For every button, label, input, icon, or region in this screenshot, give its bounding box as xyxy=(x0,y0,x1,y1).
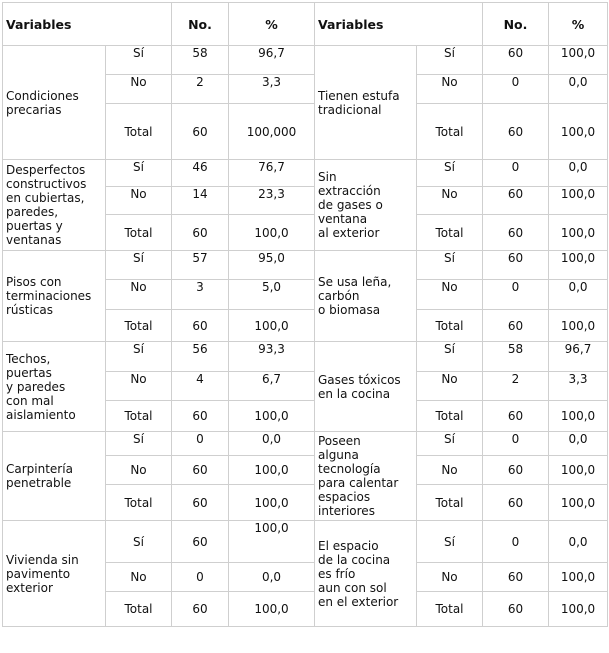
variable-label-left: Techos, puertas y paredes con mal aislamiento xyxy=(3,342,106,432)
percent-cell: 100,0 xyxy=(229,521,315,563)
percent-cell: 0,0 xyxy=(549,521,608,563)
count-cell: 14 xyxy=(172,187,229,215)
percent-cell: 100,0 xyxy=(549,104,608,160)
count-cell: 0 xyxy=(483,432,549,456)
category-cell: Total xyxy=(417,104,483,160)
category-cell: Total xyxy=(417,592,483,627)
category-cell: Total xyxy=(417,401,483,432)
header-row xyxy=(3,3,608,46)
percent-cell: 100,0 xyxy=(549,46,608,75)
table-row xyxy=(3,521,608,563)
percent-cell: 0,0 xyxy=(549,160,608,187)
percent-cell: 3,3 xyxy=(229,75,315,104)
count-cell: 60 xyxy=(483,456,549,485)
count-cell: 60 xyxy=(172,104,229,160)
percent-cell: 100,0 xyxy=(549,251,608,280)
data-table xyxy=(2,2,608,627)
category-cell: Total xyxy=(106,215,172,251)
category-cell: Sí xyxy=(417,342,483,372)
category-cell: No xyxy=(417,372,483,401)
category-cell: No xyxy=(417,187,483,215)
category-cell: Sí xyxy=(106,432,172,456)
category-cell: No xyxy=(417,456,483,485)
category-cell: Sí xyxy=(106,251,172,280)
count-cell: 57 xyxy=(172,251,229,280)
percent-cell: 100,0 xyxy=(229,401,315,432)
category-cell: Sí xyxy=(417,432,483,456)
percent-cell: 100,0 xyxy=(229,215,315,251)
category-cell: Sí xyxy=(106,342,172,372)
category-cell: Total xyxy=(417,485,483,521)
count-cell: 0 xyxy=(172,563,229,592)
count-cell: 0 xyxy=(483,160,549,187)
percent-cell: 0,0 xyxy=(229,432,315,456)
percent-cell: 100,0 xyxy=(229,592,315,627)
variable-label-left: Carpintería penetrable xyxy=(3,432,106,521)
category-cell: No xyxy=(106,280,172,310)
variable-label-right: El espacio de la cocina es frío aun con sol en el exterior xyxy=(315,521,417,627)
count-cell: 60 xyxy=(483,251,549,280)
count-cell: 46 xyxy=(172,160,229,187)
category-cell: Total xyxy=(417,215,483,251)
table-row xyxy=(3,432,608,456)
count-cell: 60 xyxy=(172,592,229,627)
count-cell: 60 xyxy=(483,401,549,432)
variable-label-left: Condiciones precarias xyxy=(3,46,106,160)
percent-cell: 100,0 xyxy=(549,215,608,251)
count-cell: 60 xyxy=(172,215,229,251)
count-cell: 60 xyxy=(483,46,549,75)
header-no-left: No. xyxy=(172,3,229,46)
percent-cell: 23,3 xyxy=(229,187,315,215)
percent-cell: 96,7 xyxy=(549,342,608,372)
percent-cell: 100,0 xyxy=(549,456,608,485)
count-cell: 58 xyxy=(172,46,229,75)
count-cell: 4 xyxy=(172,372,229,401)
percent-cell: 100,0 xyxy=(549,563,608,592)
category-cell: Sí xyxy=(106,521,172,563)
header-pct-right: % xyxy=(549,3,608,46)
variable-label-right: Gases tóxicos en la cocina xyxy=(315,342,417,432)
category-cell: No xyxy=(106,563,172,592)
category-cell: No xyxy=(106,372,172,401)
count-cell: 60 xyxy=(172,521,229,563)
category-cell: Total xyxy=(106,485,172,521)
percent-cell: 95,0 xyxy=(229,251,315,280)
percent-cell: 0,0 xyxy=(549,280,608,310)
percent-cell: 0,0 xyxy=(229,563,315,592)
percent-cell: 3,3 xyxy=(549,372,608,401)
count-cell: 60 xyxy=(172,401,229,432)
count-cell: 56 xyxy=(172,342,229,372)
category-cell: Sí xyxy=(106,46,172,75)
header-variables-right: Variables xyxy=(315,3,483,46)
percent-cell: 96,7 xyxy=(229,46,315,75)
category-cell: No xyxy=(417,75,483,104)
category-cell: Total xyxy=(106,104,172,160)
percent-cell: 100,000 xyxy=(229,104,315,160)
category-cell: Sí xyxy=(106,160,172,187)
percent-cell: 100,0 xyxy=(549,401,608,432)
count-cell: 58 xyxy=(483,342,549,372)
percent-cell: 76,7 xyxy=(229,160,315,187)
count-cell: 0 xyxy=(483,75,549,104)
percent-cell: 100,0 xyxy=(549,187,608,215)
count-cell: 60 xyxy=(172,485,229,521)
header-no-right: No. xyxy=(483,3,549,46)
count-cell: 0 xyxy=(483,280,549,310)
percent-cell: 100,0 xyxy=(229,485,315,521)
category-cell: No xyxy=(106,456,172,485)
category-cell: No xyxy=(417,280,483,310)
count-cell: 60 xyxy=(483,104,549,160)
category-cell: Sí xyxy=(417,46,483,75)
variable-label-right: Se usa leña, carbón o biomasa xyxy=(315,251,417,342)
variable-label-right: Sin extracción de gases o ventana al exterior xyxy=(315,160,417,251)
percent-cell: 100,0 xyxy=(229,310,315,342)
variable-label-left: Desperfectos constructivos en cubiertas, paredes, puertas y ventanas xyxy=(3,160,106,251)
percent-cell: 100,0 xyxy=(549,485,608,521)
percent-cell: 93,3 xyxy=(229,342,315,372)
category-cell: Sí xyxy=(417,160,483,187)
count-cell: 2 xyxy=(483,372,549,401)
category-cell: No xyxy=(106,187,172,215)
variable-label-left: Pisos con terminaciones rústicas xyxy=(3,251,106,342)
category-cell: Sí xyxy=(417,521,483,563)
table-row xyxy=(3,46,608,75)
header-variables-left: Variables xyxy=(3,3,172,46)
count-cell: 60 xyxy=(172,310,229,342)
category-cell: Total xyxy=(417,310,483,342)
percent-cell: 100,0 xyxy=(229,456,315,485)
count-cell: 60 xyxy=(483,485,549,521)
count-cell: 2 xyxy=(172,75,229,104)
count-cell: 60 xyxy=(483,215,549,251)
category-cell: Total xyxy=(106,592,172,627)
category-cell: No xyxy=(417,563,483,592)
percent-cell: 0,0 xyxy=(549,432,608,456)
category-cell: Sí xyxy=(417,251,483,280)
count-cell: 0 xyxy=(483,521,549,563)
table-row xyxy=(3,342,608,372)
variable-label-right: Poseen alguna tecnología para calentar espacios interiores xyxy=(315,432,417,521)
count-cell: 60 xyxy=(483,592,549,627)
header-pct-left: % xyxy=(229,3,315,46)
category-cell: No xyxy=(106,75,172,104)
count-cell: 0 xyxy=(172,432,229,456)
table-row xyxy=(3,160,608,187)
variable-label-right: Tienen estufa tradicional xyxy=(315,46,417,160)
count-cell: 60 xyxy=(172,456,229,485)
percent-cell: 100,0 xyxy=(549,310,608,342)
percent-cell: 6,7 xyxy=(229,372,315,401)
percent-cell: 0,0 xyxy=(549,75,608,104)
table-row xyxy=(3,251,608,280)
percent-cell: 100,0 xyxy=(549,592,608,627)
category-cell: Total xyxy=(106,310,172,342)
category-cell: Total xyxy=(106,401,172,432)
variable-label-left: Vivienda sin pavimento exterior xyxy=(3,521,106,627)
count-cell: 60 xyxy=(483,310,549,342)
percent-cell: 5,0 xyxy=(229,280,315,310)
count-cell: 60 xyxy=(483,187,549,215)
count-cell: 3 xyxy=(172,280,229,310)
count-cell: 60 xyxy=(483,563,549,592)
